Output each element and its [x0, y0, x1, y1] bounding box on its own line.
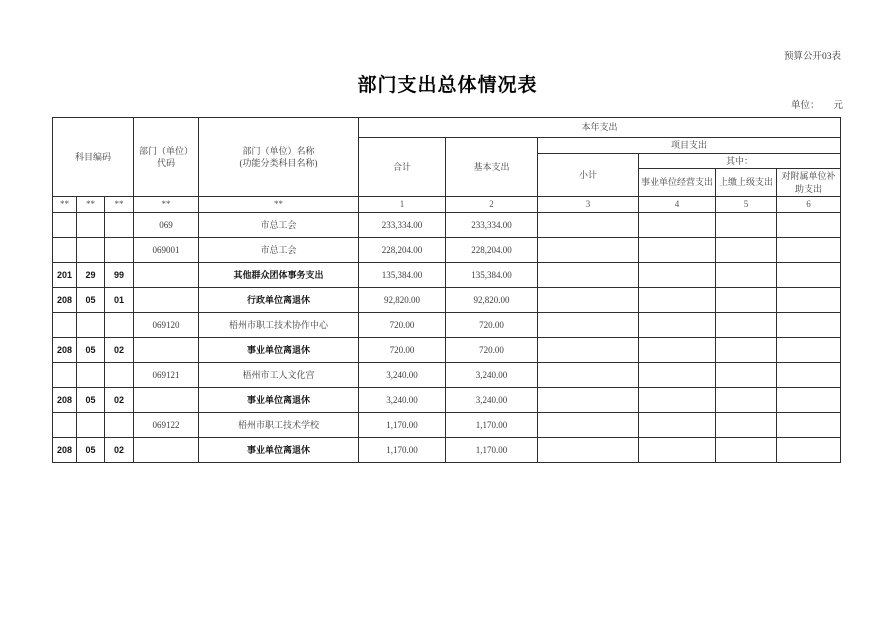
dept-code-cell — [134, 262, 199, 287]
col-number-cell: 2 — [446, 197, 538, 213]
operating-expense-cell — [639, 362, 716, 387]
project-subtotal-cell — [538, 287, 639, 312]
upper-level-expense-cell — [716, 387, 777, 412]
subject-code-seg3-cell — [105, 212, 134, 237]
upper-level-expense-cell — [716, 287, 777, 312]
basic-expense-cell: 92,820.00 — [446, 287, 538, 312]
project-subtotal-cell — [538, 387, 639, 412]
subject-code-seg2-cell: 05 — [77, 437, 105, 462]
total-cell: 233,334.00 — [359, 212, 446, 237]
table-row — [53, 287, 841, 312]
subject-code-seg1-cell — [53, 412, 77, 437]
basic-expense-cell: 233,334.00 — [446, 212, 538, 237]
dept-code-cell — [134, 287, 199, 312]
table-row — [53, 437, 841, 462]
project-subtotal-cell — [538, 362, 639, 387]
operating-expense-cell — [639, 312, 716, 337]
project-subtotal-cell — [538, 212, 639, 237]
header-subject-code: 科目编码 — [53, 118, 134, 197]
basic-expense-cell: 720.00 — [446, 312, 538, 337]
dept-name-cell: 市总工会 — [199, 237, 359, 262]
dept-code-cell: 069121 — [134, 362, 199, 387]
star-cell: ** — [105, 197, 134, 213]
basic-expense-cell: 720.00 — [446, 337, 538, 362]
unit-value: 元 — [833, 101, 843, 111]
header-dept-name-line2: (功能分类科目名称) — [239, 158, 318, 169]
col-number-cell: 1 — [359, 197, 446, 213]
total-cell: 92,820.00 — [359, 287, 446, 312]
affiliated-subsidy-cell — [777, 312, 841, 337]
dept-code-cell: 069122 — [134, 412, 199, 437]
upper-level-expense-cell — [716, 337, 777, 362]
dept-name-cell: 梧州市工人文化宫 — [199, 362, 359, 387]
basic-expense-cell: 135,384.00 — [446, 262, 538, 287]
col-number-cell: 6 — [777, 197, 841, 213]
header-subtotal: 小计 — [538, 153, 639, 197]
operating-expense-cell — [639, 337, 716, 362]
header-current-year: 本年支出 — [359, 118, 841, 138]
subject-code-seg1-cell: 208 — [53, 387, 77, 412]
affiliated-subsidy-cell — [777, 337, 841, 362]
table-row — [53, 387, 841, 412]
operating-expense-cell — [639, 437, 716, 462]
dept-code-cell — [134, 387, 199, 412]
doc-label: 预算公开03表 — [783, 52, 841, 62]
project-subtotal-cell — [538, 312, 639, 337]
dept-name-cell: 梧州市职工技术学校 — [199, 412, 359, 437]
subject-code-seg1-cell — [53, 237, 77, 262]
subject-code-seg1-cell: 201 — [53, 262, 77, 287]
operating-expense-cell — [639, 212, 716, 237]
basic-expense-cell: 228,204.00 — [446, 237, 538, 262]
dept-code-cell — [134, 337, 199, 362]
header-project: 项目支出 — [538, 138, 841, 154]
subject-code-seg3-cell — [105, 362, 134, 387]
subject-code-seg2-cell — [77, 362, 105, 387]
dept-code-cell — [134, 437, 199, 462]
total-cell: 3,240.00 — [359, 387, 446, 412]
table-body — [53, 212, 841, 462]
table-header — [53, 118, 841, 213]
header-dept-code-line1: 部门（单位） — [138, 145, 193, 156]
star-cell: ** — [134, 197, 199, 213]
header-dept-code-line2: 代码 — [156, 158, 175, 169]
col-number-cell: 3 — [538, 197, 639, 213]
subject-code-seg2-cell — [77, 412, 105, 437]
total-cell: 135,384.00 — [359, 262, 446, 287]
subject-code-seg1-cell: 208 — [53, 287, 77, 312]
subject-code-seg1-cell — [53, 212, 77, 237]
operating-expense-cell — [639, 237, 716, 262]
operating-expense-cell — [639, 387, 716, 412]
basic-expense-cell: 1,170.00 — [446, 437, 538, 462]
subject-code-seg3-cell: 99 — [105, 262, 134, 287]
dept-code-cell: 069 — [134, 212, 199, 237]
table-row — [53, 337, 841, 362]
total-cell: 720.00 — [359, 312, 446, 337]
subject-code-seg2-cell: 05 — [77, 387, 105, 412]
basic-expense-cell: 3,240.00 — [446, 387, 538, 412]
header-dept-name-line1: 部门（单位）名称 — [242, 145, 315, 156]
header-dept-name — [199, 118, 359, 197]
subject-code-seg2-cell — [77, 312, 105, 337]
subject-code-seg3-cell: 02 — [105, 437, 134, 462]
dept-code-cell: 069120 — [134, 312, 199, 337]
operating-expense-cell — [639, 287, 716, 312]
upper-level-expense-cell — [716, 262, 777, 287]
upper-level-expense-cell — [716, 362, 777, 387]
basic-expense-cell: 3,240.00 — [446, 362, 538, 387]
table-row — [53, 262, 841, 287]
dept-name-cell: 事业单位离退休 — [199, 337, 359, 362]
affiliated-subsidy-cell — [777, 262, 841, 287]
total-cell: 1,170.00 — [359, 437, 446, 462]
subject-code-seg2-cell: 05 — [77, 287, 105, 312]
project-subtotal-cell — [538, 262, 639, 287]
project-subtotal-cell — [538, 437, 639, 462]
page-title: 部门支出总体情况表 — [357, 75, 538, 96]
header-row-1 — [53, 118, 841, 138]
affiliated-subsidy-cell — [777, 287, 841, 312]
total-cell: 720.00 — [359, 337, 446, 362]
col-number-cell: 5 — [716, 197, 777, 213]
dept-name-cell: 其他群众团体事务支出 — [199, 262, 359, 287]
affiliated-subsidy-cell — [777, 387, 841, 412]
table-row — [53, 212, 841, 237]
unit-label: 单位： — [790, 101, 820, 111]
subject-code-seg2-cell — [77, 237, 105, 262]
total-cell: 3,240.00 — [359, 362, 446, 387]
header-affiliated: 对附属单位补助支出 — [777, 169, 841, 197]
subject-code-seg1-cell — [53, 312, 77, 337]
star-row — [53, 197, 841, 213]
subject-code-seg3-cell: 02 — [105, 387, 134, 412]
expenditure-table — [52, 117, 841, 463]
total-cell: 228,204.00 — [359, 237, 446, 262]
affiliated-subsidy-cell — [777, 437, 841, 462]
dept-name-cell: 行政单位离退休 — [199, 287, 359, 312]
affiliated-subsidy-cell — [777, 237, 841, 262]
subject-code-seg3-cell — [105, 412, 134, 437]
upper-level-expense-cell — [716, 212, 777, 237]
project-subtotal-cell — [538, 337, 639, 362]
subject-code-seg2-cell — [77, 212, 105, 237]
dept-code-cell: 069001 — [134, 237, 199, 262]
upper-level-expense-cell — [716, 237, 777, 262]
col-number-cell: 4 — [639, 197, 716, 213]
table-row — [53, 312, 841, 337]
dept-name-cell: 梧州市职工技术协作中心 — [199, 312, 359, 337]
subject-code-seg3-cell: 01 — [105, 287, 134, 312]
table-row — [53, 362, 841, 387]
star-cell: ** — [199, 197, 359, 213]
upper-level-expense-cell — [716, 412, 777, 437]
table-row — [53, 412, 841, 437]
table-row — [53, 237, 841, 262]
header-among-which: 其中： — [639, 153, 841, 169]
header-operating: 事业单位经营支出 — [639, 169, 716, 197]
subject-code-seg1-cell — [53, 362, 77, 387]
affiliated-subsidy-cell — [777, 362, 841, 387]
total-cell: 1,170.00 — [359, 412, 446, 437]
subject-code-seg1-cell: 208 — [53, 437, 77, 462]
header-total: 合计 — [359, 138, 446, 197]
upper-level-expense-cell — [716, 312, 777, 337]
star-cell: ** — [53, 197, 77, 213]
subject-code-seg1-cell: 208 — [53, 337, 77, 362]
upper-level-expense-cell — [716, 437, 777, 462]
basic-expense-cell: 1,170.00 — [446, 412, 538, 437]
unit-line — [791, 97, 843, 111]
subject-code-seg3-cell: 02 — [105, 337, 134, 362]
header-basic: 基本支出 — [446, 138, 538, 197]
operating-expense-cell — [639, 412, 716, 437]
header-dept-code — [134, 118, 199, 197]
dept-name-cell: 事业单位离退休 — [199, 387, 359, 412]
dept-name-cell: 市总工会 — [199, 212, 359, 237]
subject-code-seg2-cell: 29 — [77, 262, 105, 287]
star-cell: ** — [77, 197, 105, 213]
affiliated-subsidy-cell — [777, 212, 841, 237]
operating-expense-cell — [639, 262, 716, 287]
project-subtotal-cell — [538, 237, 639, 262]
subject-code-seg3-cell — [105, 237, 134, 262]
subject-code-seg3-cell — [105, 312, 134, 337]
affiliated-subsidy-cell — [777, 412, 841, 437]
project-subtotal-cell — [538, 412, 639, 437]
header-upper-level: 上缴上级支出 — [716, 169, 777, 197]
dept-name-cell: 事业单位离退休 — [199, 437, 359, 462]
subject-code-seg2-cell: 05 — [77, 337, 105, 362]
